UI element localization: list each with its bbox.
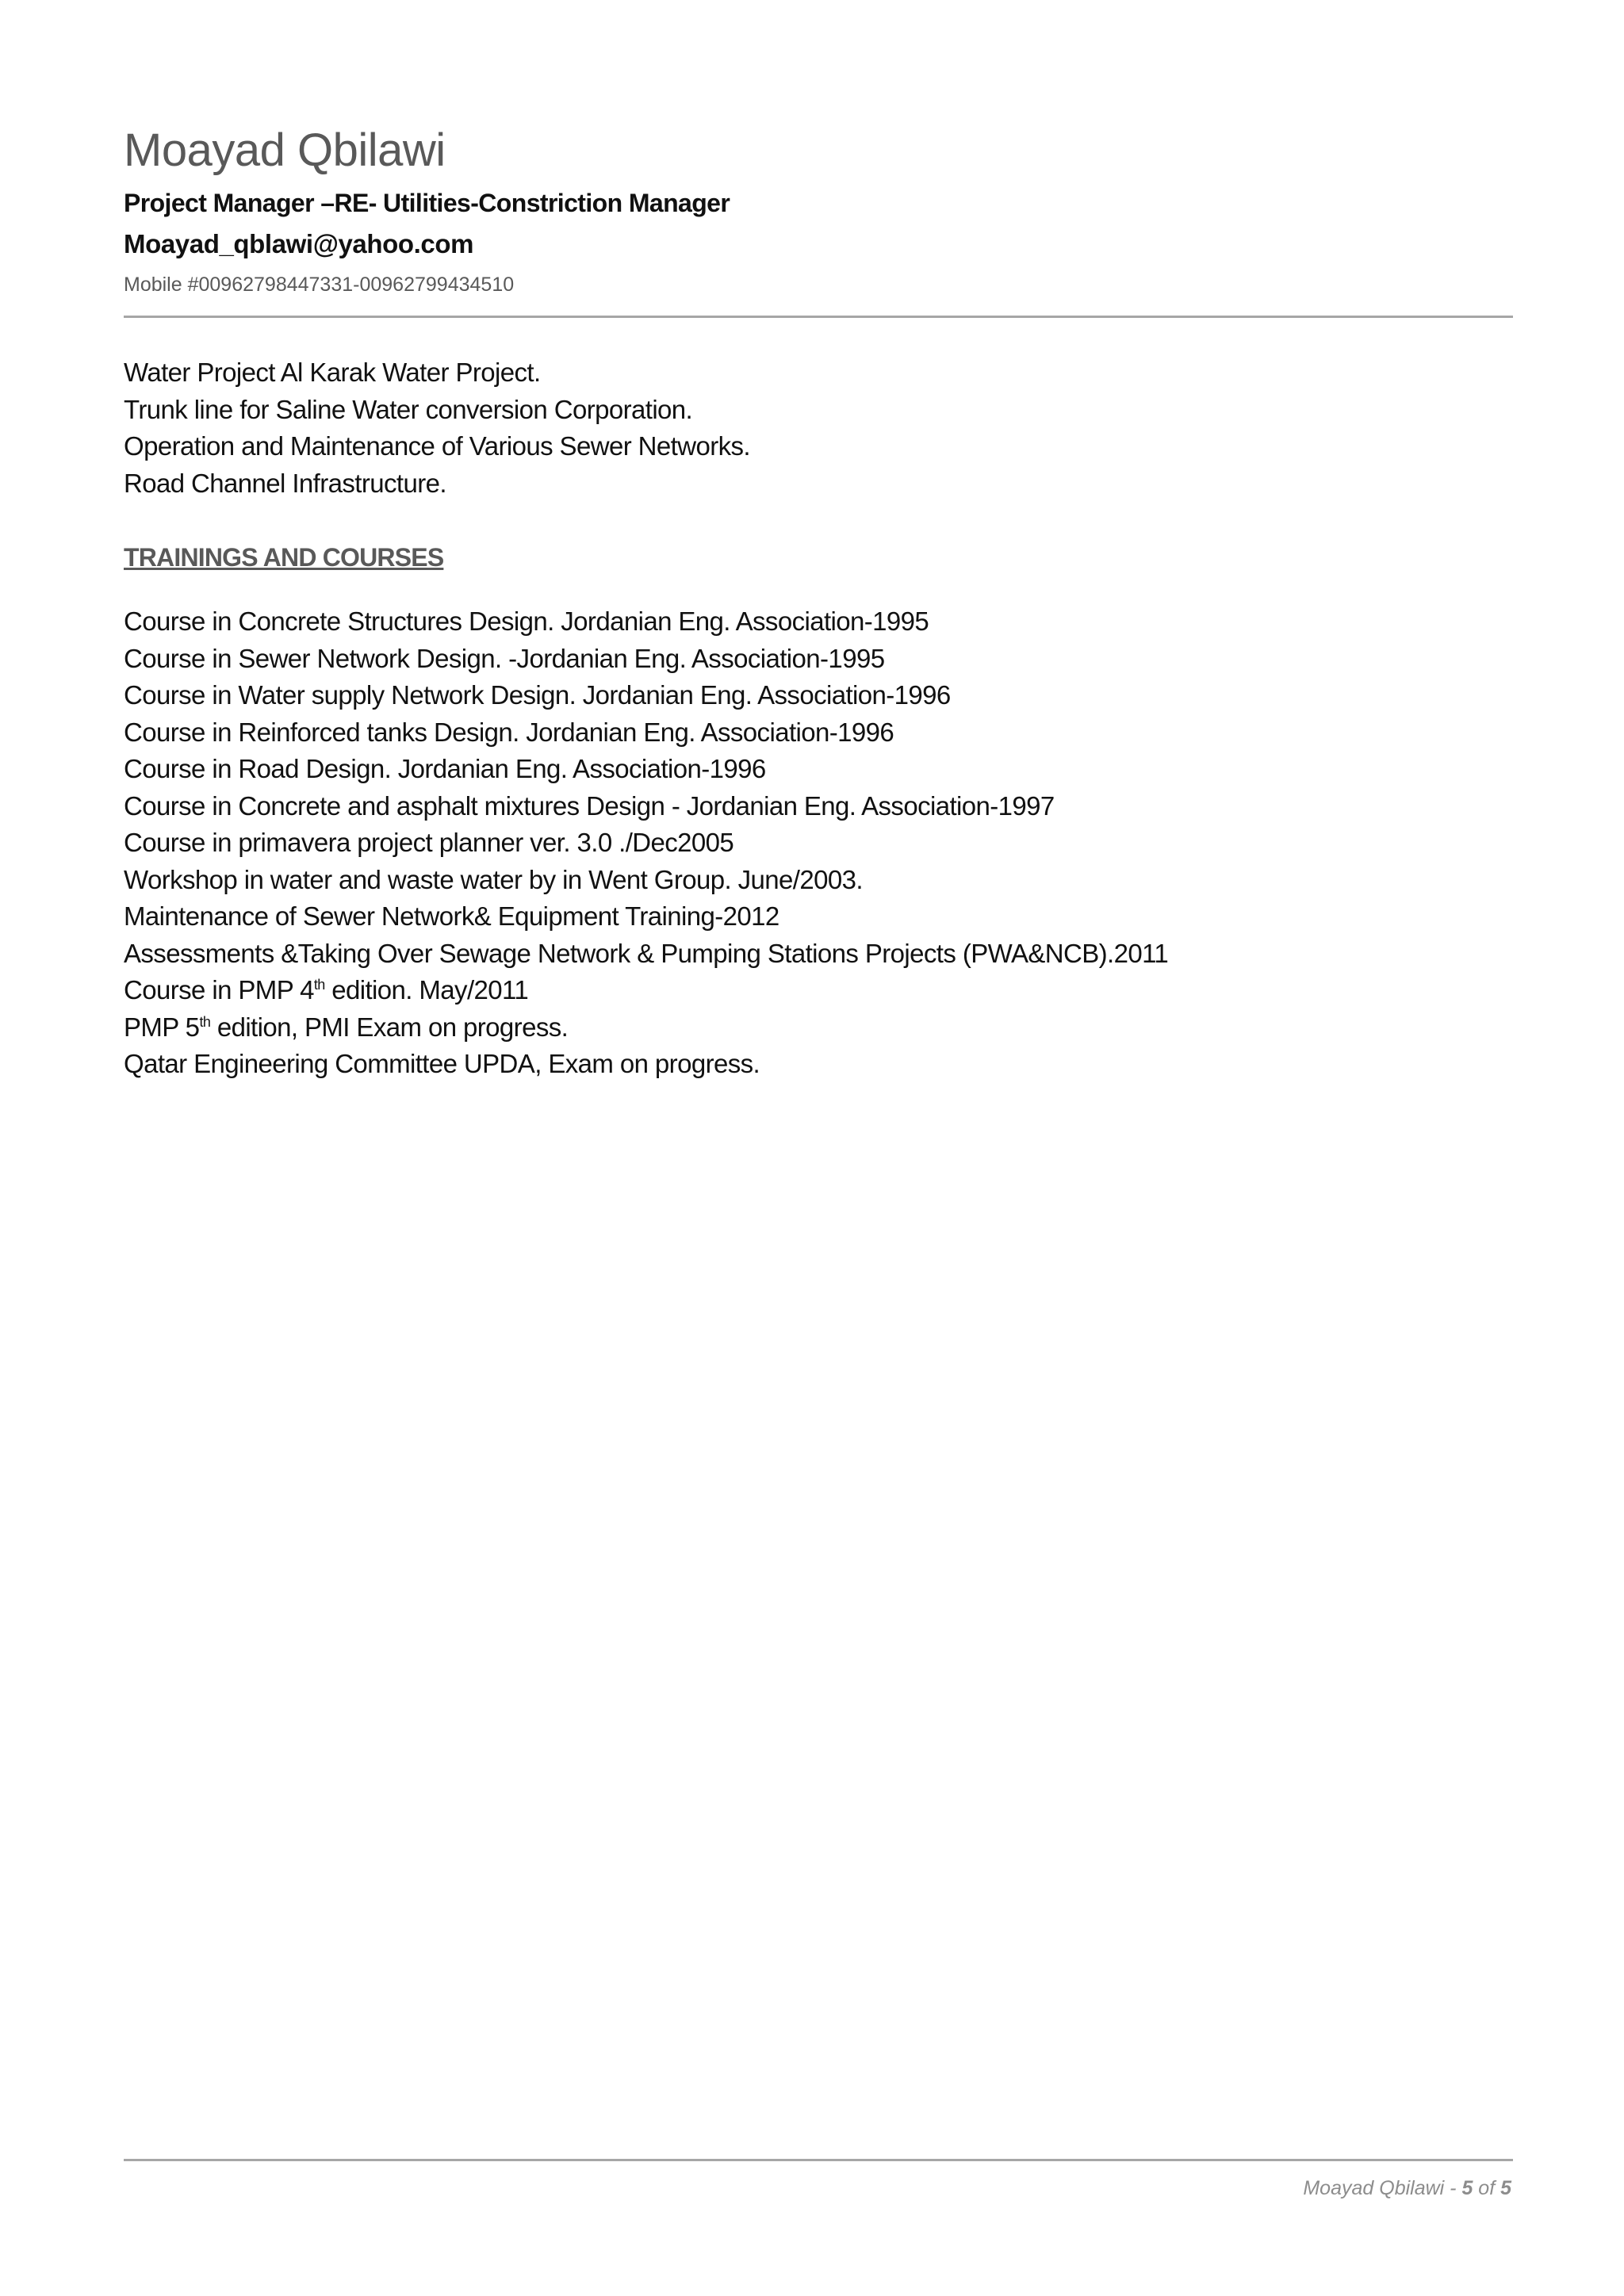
- candidate-name: Moayad Qbilawi: [124, 124, 446, 176]
- course-item: Course in Water supply Network Design. Jordanian Eng. Association-1996: [124, 680, 951, 710]
- project-list: [124, 354, 1511, 502]
- job-title: Project Manager –RE- Utilities-Constriction Manager: [124, 189, 730, 217]
- project-item: Water Project Al Karak Water Project.: [124, 358, 541, 387]
- footer-divider: [124, 2159, 1513, 2161]
- course-item: Course in Road Design. Jordanian Eng. Association-1996: [124, 754, 766, 783]
- pmp4-suffix: edition. May/2011: [324, 975, 529, 1004]
- mobile-number: Mobile #00962798447331-00962799434510: [124, 274, 515, 296]
- resume-header: [124, 119, 1511, 304]
- footer-page-current: 5: [1461, 2177, 1473, 2199]
- course-item: Maintenance of Sewer Network& Equipment Training-2012: [124, 901, 779, 931]
- project-item: Operation and Maintenance of Various Sewer Networks.: [124, 431, 750, 461]
- project-item: Road Channel Infrastructure.: [124, 468, 446, 498]
- footer-separator: -: [1444, 2177, 1462, 2199]
- course-item: Course in Concrete and asphalt mixtures Design - Jordanian Eng. Association-1997: [124, 790, 1055, 821]
- page-footer: [1303, 2172, 1511, 2204]
- pmp5-superscript: th: [199, 1013, 211, 1030]
- pmp5-suffix: edition, PMI Exam on progress.: [210, 1012, 569, 1042]
- course-item: Course in Sewer Network Design. -Jordanian Eng. Association-1995: [124, 643, 885, 673]
- course-item-pmp4: [124, 972, 1511, 1009]
- course-item: Course in primavera project planner ver. 3.0 ./Dec2005: [124, 828, 734, 857]
- course-item: Workshop in water and waste water by in Went Group. June/2003.: [124, 864, 863, 894]
- course-item: Qatar Engineering Committee UPDA, Exam on progress.: [124, 1049, 760, 1078]
- footer-name: Moayad Qbilawi: [1303, 2177, 1445, 2199]
- trainings-heading: TRAININGS AND COURSES: [124, 543, 444, 572]
- footer-page-total: 5: [1500, 2177, 1511, 2199]
- course-item: Course in Concrete Structures Design. Jordanian Eng. Association-1995: [124, 607, 929, 636]
- footer-of-label: of: [1473, 2177, 1501, 2199]
- header-divider: [124, 316, 1513, 318]
- email-address[interactable]: Moayad_qblawi@yahoo.com: [124, 229, 474, 258]
- pmp5-prefix: PMP 5: [124, 1012, 200, 1042]
- course-item: Assessments &Taking Over Sewage Network & Pumping Stations Projects (PWA&NCB).2011: [124, 938, 1169, 968]
- course-list: [124, 603, 1511, 1083]
- pmp4-prefix: Course in PMP 4: [124, 975, 314, 1004]
- project-item: Trunk line for Saline Water conversion Corporation.: [124, 394, 693, 424]
- pmp4-superscript: th: [313, 977, 325, 993]
- course-item-pmp5: [124, 1009, 1511, 1047]
- course-item: Course in Reinforced tanks Design. Jordanian Eng. Association-1996: [124, 717, 894, 747]
